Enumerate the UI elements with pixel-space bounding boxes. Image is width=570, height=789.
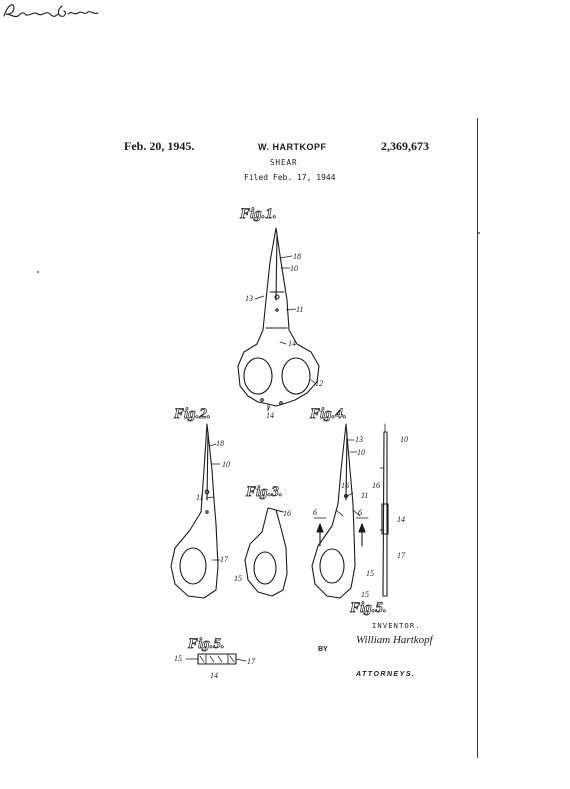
section-arrows: [314, 518, 368, 546]
patent-title: SHEAR: [270, 158, 298, 167]
ref-11: 11: [361, 491, 369, 500]
inventor-label: INVENTOR.: [372, 622, 421, 630]
ref-16: 16: [372, 481, 380, 490]
fig-5-label-section: Fig.5.: [188, 636, 225, 652]
fig-1-label: Fig.1.: [240, 206, 277, 222]
ref-14: 14: [397, 515, 405, 524]
ref-10: 10: [290, 264, 298, 273]
ref-15: 15: [366, 569, 374, 578]
ref-13: 13: [355, 435, 363, 444]
ref-6-right: 6: [358, 508, 362, 517]
ref-10: 10: [400, 435, 408, 444]
figure-2-blade: [171, 424, 218, 598]
inventor-signature-name: William Hartkopf: [356, 634, 433, 646]
by-label: BY: [318, 646, 328, 653]
patent-number: 2,369,673: [381, 139, 429, 153]
ref-17: 17: [220, 555, 228, 564]
ref-11: 11: [296, 305, 304, 314]
ref-11: 11: [196, 493, 204, 502]
patent-date: Feb. 20, 1945.: [124, 139, 195, 153]
ref-6-left: 6: [313, 508, 317, 517]
ref-14: 14: [210, 671, 218, 680]
ref-10: 10: [357, 448, 365, 457]
fig-4-label: Fig.4.: [310, 406, 347, 422]
figure-3-handle: [245, 508, 287, 596]
ref-12: 12: [315, 379, 323, 388]
ref-15: 15: [361, 590, 369, 599]
fig-5-label-edge: Fig.5.: [350, 600, 387, 616]
ref-15: 15: [234, 574, 242, 583]
fig-3-label: Fig.3.: [246, 484, 283, 500]
ref-16: 16: [283, 509, 291, 518]
attorneys-label: ATTORNEYS.: [356, 671, 416, 678]
ref-14: 14: [266, 411, 274, 420]
ref-18: 18: [216, 439, 224, 448]
figure-4-blade: [312, 424, 360, 598]
inventor-surname-header: W. HARTKOPF: [258, 142, 327, 152]
ref-14: 14: [288, 339, 296, 348]
figure-1-shear: [238, 228, 319, 411]
figure-5-cross-section: [186, 654, 246, 664]
ref-18: 18: [293, 252, 301, 261]
filing-date: Filed Feb. 17, 1944: [244, 173, 336, 182]
ref-13: 13: [245, 294, 253, 303]
fig-2-label: Fig.2.: [174, 406, 211, 422]
ref-16: 16: [341, 481, 349, 490]
ref-17: 17: [397, 551, 405, 560]
ref-17: 17: [247, 657, 255, 666]
ref-15: 15: [174, 654, 182, 663]
ref-10: 10: [222, 460, 230, 469]
figure-5-edge-view: [382, 424, 388, 596]
